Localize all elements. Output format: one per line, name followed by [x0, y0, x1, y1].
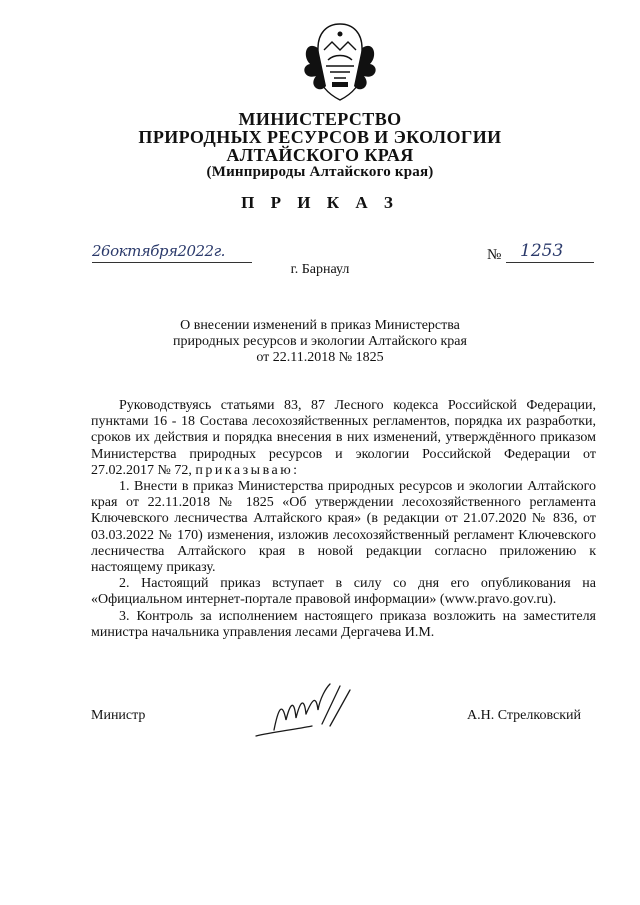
ministry-title-line-3: АЛТАЙСКОГО КРАЯ [226, 145, 414, 165]
document-type-title: П Р И К А З [241, 193, 399, 212]
preamble-paragraph [91, 398, 596, 479]
number-label: № [487, 247, 502, 263]
subject-line-2: природных ресурсов и экологии Алтайского края [173, 334, 467, 349]
subject-line-3: от 22.11.2018 № 1825 [256, 350, 384, 365]
coat-of-arms-icon [296, 20, 384, 106]
subject-line-1: О внесении изменений в приказ Министерства [180, 318, 460, 333]
signature-mark [252, 680, 362, 740]
ministry-title-line-1: МИНИСТЕРСТВО [238, 109, 402, 129]
order-item-1: 1. Внести в приказ Министерства природных ресурсов и экологии Алтайского края от 22.11.2018 № 1825 «Об утверждении лесохозяйственного регламента Ключевского лесничества Алтайского края» (в редакции от 21.07.2020 № 836, от 03.03.2022 № 170) изменения, изложив лесохозяйственный регламент Ключевского лесничества Алтайского края в новой редакции согласно приложению к настоящему приказу. [91, 479, 596, 576]
preamble-text: Руководствуясь статьями 83, 87 Лесного кодекса Российской Федерации, пунктами 16 - 18 Состава лесохозяйственных регламентов, порядка их разработки, сроков их действия и порядка внесения в них изменений, утверждённого приказом Министерства природных ресурсов и экологии Российской Федерации от 27.02.2017 № 72, [91, 398, 596, 478]
ministry-title-line-2: ПРИРОДНЫХ РЕСУРСОВ И ЭКОЛОГИИ [138, 127, 502, 147]
order-directive-word: приказываю: [195, 462, 300, 478]
ministry-short-name: (Минприроды Алтайского края) [206, 164, 434, 180]
order-item-2: 2. Настоящий приказ вступает в силу со дня его опубликования на «Официальном интернет-портале правовой информации» (www.pravo.gov.ru). [91, 576, 596, 608]
city-name: г. Барнаул [290, 262, 350, 277]
signatory-name: А.Н. Стрелковский [467, 708, 581, 723]
order-item-3: 3. Контроль за исполнением настоящего приказа возложить на заместителя министра начальника управления лесами Дергачева И.М. [91, 608, 596, 640]
signatory-title: Министр [91, 708, 146, 723]
handwritten-order-number: 1253 [520, 241, 564, 261]
handwritten-date: 26октября2022г. [92, 242, 225, 260]
order-body [91, 398, 596, 641]
order-subject [0, 318, 640, 366]
